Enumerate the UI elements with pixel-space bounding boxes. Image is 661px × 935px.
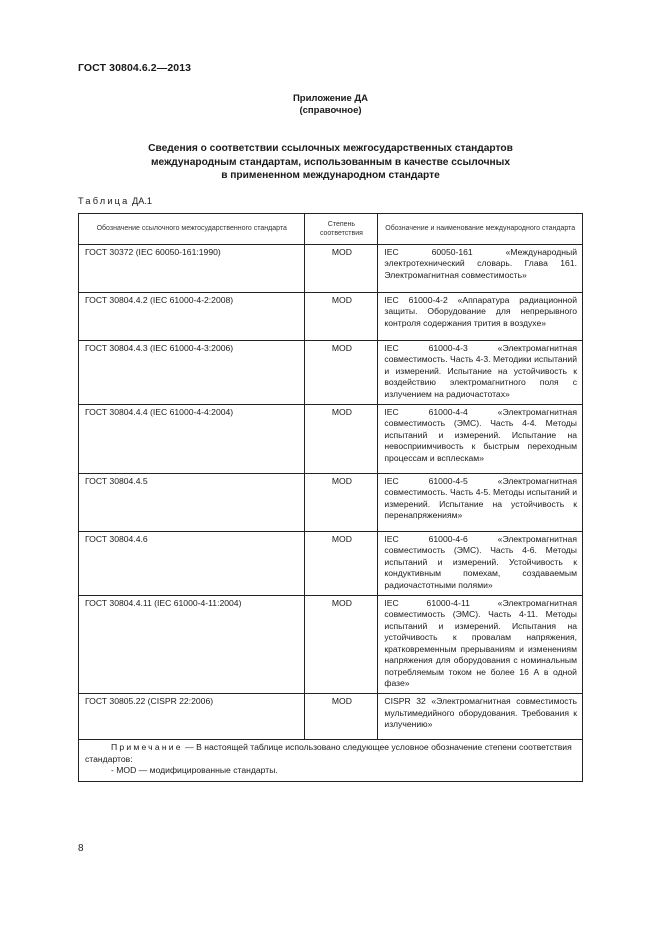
cell-degree: MOD xyxy=(305,474,378,532)
cell-international: IEC 61000-4-11 «Электромагнитная совместимость (ЭМС). Часть 4-11. Методы испытаний и измерений. Испытания на устойчивость к провалам напряжения, кратковременным прерываниям и изменениям напряжения для оборудования с номинальным потребляемым током не более 16 А в одной фазе» xyxy=(378,596,583,694)
cell-degree: MOD xyxy=(305,245,378,293)
table-row xyxy=(79,245,583,293)
cell-standard: ГОСТ 30804.4.3 (IEC 61000-4-3:2006) xyxy=(79,341,305,405)
section-title-line: Сведения о соответствии ссылочных межгосударственных стандартов xyxy=(148,143,513,154)
table-row xyxy=(79,532,583,596)
cell-international: IEC 61000-4-4 «Электромагнитная совместимость (ЭМС). Часть 4-4. Методы испытаний и измерений. Испытание на невосприимчивость к быстрым переходным процессам и всплескам» xyxy=(378,405,583,474)
section-title-line: в примененном международном стандарте xyxy=(221,170,440,181)
table-row xyxy=(79,341,583,405)
header-standard: Обозначение ссылочного межгосударственного стандарта xyxy=(79,214,305,245)
cell-standard: ГОСТ 30804.4.5 xyxy=(79,474,305,532)
cell-degree: MOD xyxy=(305,293,378,341)
table-note-row xyxy=(79,740,583,781)
cell-standard: ГОСТ 30804.4.11 (IEC 61000-4-11:2004) xyxy=(79,596,305,694)
cell-international: CISPR 32 «Электромагнитная совместимость мультимедийного оборудования. Требования к излучению» xyxy=(378,694,583,740)
table-header-row xyxy=(79,214,583,245)
cell-international: IEC 60050-161 «Международный электротехнический словарь. Глава 161. Электромагнитная совместимость» xyxy=(378,245,583,293)
header-international: Обозначение и наименование международного стандарта xyxy=(378,214,583,245)
note-text: — В настоящей таблице использовано следующее условное обозначение степени соответствия стандартов: xyxy=(85,742,572,764)
table-caption xyxy=(78,196,152,206)
note-label: Примечание xyxy=(111,742,183,753)
cell-degree: MOD xyxy=(305,341,378,405)
table-row xyxy=(79,293,583,341)
cell-standard: ГОСТ 30804.4.2 (IEC 61000-4-2:2008) xyxy=(79,293,305,341)
cell-international: IEC 61000-4-5 «Электромагнитная совместимость. Часть 4-5. Методы испытаний и измерений. Испытание на устойчивость к перенапряжениям» xyxy=(378,474,583,532)
table-caption-label: Таблица xyxy=(78,196,130,206)
appendix-title: Приложение ДА xyxy=(292,93,369,104)
appendix-heading xyxy=(0,93,661,117)
cell-standard: ГОСТ 30372 (IEC 60050-161:1990) xyxy=(79,245,305,293)
section-title-line: международным стандартам, использованным в качестве ссылочных xyxy=(151,156,510,168)
cell-degree: MOD xyxy=(305,532,378,596)
cell-international: IEC 61000-4-2 «Аппаратура радиационной защиты. Оборудование для непрерывного контроля содержания трития в воздухе» xyxy=(378,293,583,341)
cell-degree: MOD xyxy=(305,596,378,694)
correspondence-table xyxy=(78,213,583,782)
cell-standard: ГОСТ 30804.4.6 xyxy=(79,532,305,596)
note-item: - MOD — модифицированные стандарты. xyxy=(111,765,278,776)
table-row xyxy=(79,596,583,694)
cell-standard: ГОСТ 30805.22 (CISPR 22:2006) xyxy=(79,694,305,740)
document-code: ГОСТ 30804.6.2—2013 xyxy=(78,62,192,74)
page-number: 8 xyxy=(78,843,84,854)
table-row xyxy=(79,405,583,474)
header-degree: Степень соответствия xyxy=(305,214,378,245)
cell-international: IEC 61000-4-3 «Электромагнитная совместимость. Часть 4-3. Методики испытаний и измерений. Испытание на устойчивость к воздействию электромагнитного поля с излучением на радиочастотах» xyxy=(378,341,583,405)
table-note xyxy=(79,740,583,781)
cell-degree: MOD xyxy=(305,694,378,740)
appendix-subtitle: (справочное) xyxy=(299,105,362,116)
section-title xyxy=(0,142,661,183)
cell-standard: ГОСТ 30804.4.4 (IEC 61000-4-4:2004) xyxy=(79,405,305,474)
cell-degree: MOD xyxy=(305,405,378,474)
table-caption-number: ДА.1 xyxy=(132,196,153,206)
table-row xyxy=(79,694,583,740)
cell-international: IEC 61000-4-6 «Электромагнитная совместимость (ЭМС). Часть 4-6. Методы испытаний и измерений. Устойчивость к кондуктивным помехам, создаваемым радиочастотными полями» xyxy=(378,532,583,596)
table-row xyxy=(79,474,583,532)
